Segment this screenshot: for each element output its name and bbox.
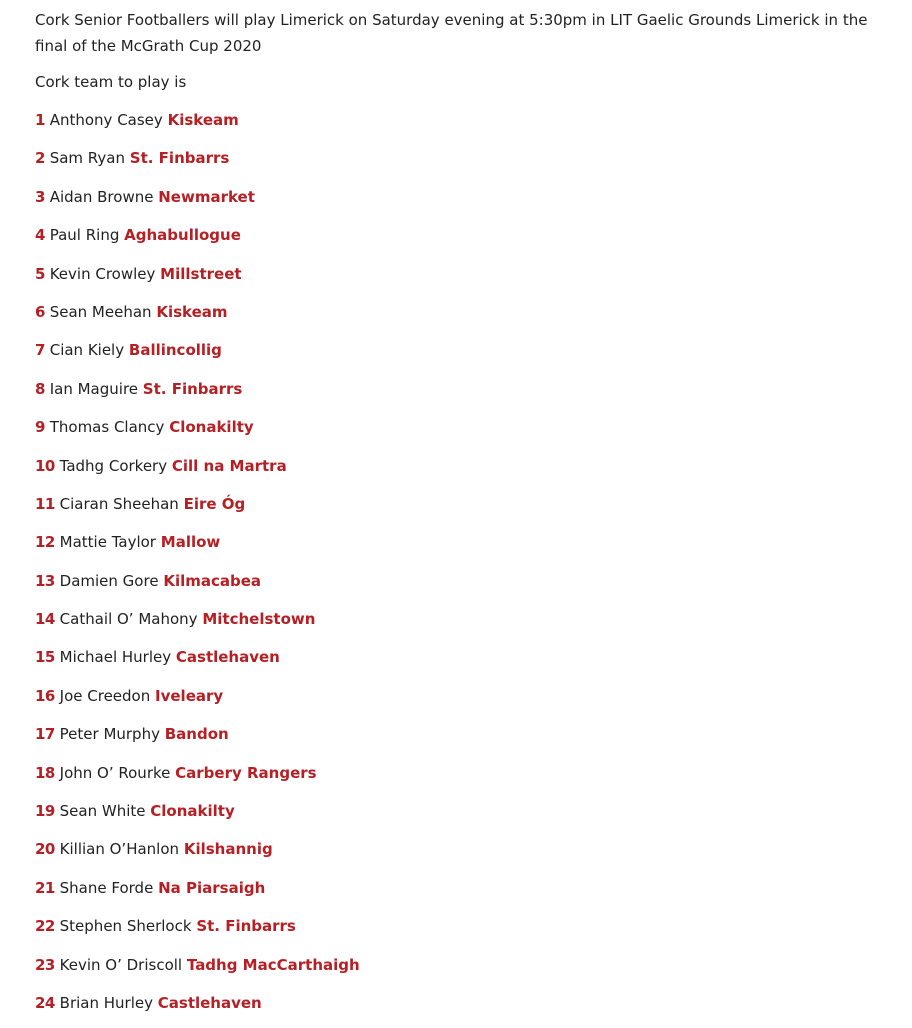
player-name: John O’ Rourke (59, 763, 171, 782)
player-row (35, 683, 888, 721)
player-number: 17 (35, 725, 55, 744)
player-row (35, 875, 888, 913)
player-club: Aghabullogue (124, 226, 241, 245)
player-number: 22 (35, 917, 55, 936)
player-row (35, 836, 888, 874)
player-name: Sam Ryan (49, 149, 125, 168)
player-name: Kevin O’ Driscoll (59, 955, 183, 974)
player-name: Mattie Taylor (59, 533, 156, 552)
player-number: 4 (35, 226, 45, 245)
player-number: 11 (35, 494, 55, 513)
player-number: 16 (35, 686, 55, 705)
player-name: Tadhg Corkery (59, 456, 168, 475)
player-number: 15 (35, 648, 55, 667)
player-name: Peter Murphy (59, 725, 160, 744)
player-row (35, 952, 888, 990)
player-row (35, 414, 888, 452)
player-number: 1 (35, 111, 45, 129)
player-number: 12 (35, 533, 55, 552)
player-club: Mitchelstown (202, 610, 316, 629)
player-number: 21 (35, 878, 55, 897)
player-number: 19 (35, 802, 55, 821)
player-row (35, 453, 888, 491)
player-club: Kiskeam (156, 302, 228, 321)
player-name: Damien Gore (59, 571, 159, 590)
player-club: Iveleary (155, 686, 224, 705)
player-number: 9 (35, 418, 45, 437)
player-name: Anthony Casey (49, 111, 163, 129)
player-row (35, 990, 888, 1028)
player-club: Clonakilty (169, 418, 254, 437)
intro-paragraph: Cork Senior Footballers will play Limerick on Saturday evening at 5:30pm in LIT Gaelic Grounds Limerick in the final of the McGrath Cup 2020 (35, 11, 868, 55)
player-name: Stephen Sherlock (59, 917, 192, 936)
player-number: 6 (35, 302, 45, 321)
player-name: Michael Hurley (59, 648, 172, 667)
player-club: St. Finbarrs (129, 149, 230, 168)
player-club: Newmarket (158, 187, 255, 206)
player-row (35, 299, 888, 337)
player-club: Clonakilty (150, 802, 235, 821)
player-number: 7 (35, 341, 45, 360)
player-club: Na Piarsaigh (158, 878, 266, 897)
player-number: 14 (35, 610, 55, 629)
player-number: 10 (35, 456, 55, 475)
player-number: 2 (35, 149, 45, 168)
player-club: Tadhg MacCarthaigh (186, 955, 360, 974)
player-club: St. Finbarrs (142, 379, 243, 398)
player-name: Killian O’Hanlon (59, 840, 180, 859)
player-club: Millstreet (160, 264, 242, 283)
player-club: Kilshannig (183, 840, 273, 859)
player-row (35, 261, 888, 299)
player-row (35, 760, 888, 798)
player-number: 5 (35, 264, 45, 283)
player-number: 18 (35, 763, 55, 782)
player-club: Bandon (164, 725, 229, 744)
player-name: Cian Kiely (49, 341, 125, 360)
player-name: Aidan Browne (49, 187, 154, 206)
player-name: Cathail O’ Mahony (59, 610, 198, 629)
player-number: 8 (35, 379, 45, 398)
player-club: Carbery Rangers (175, 763, 317, 782)
player-row (35, 376, 888, 414)
team-list (35, 107, 888, 1028)
player-row (35, 606, 888, 644)
player-number: 13 (35, 571, 55, 590)
player-club: Kilmacabea (163, 571, 262, 590)
player-club: St. Finbarrs (196, 917, 296, 936)
player-row (35, 644, 888, 682)
player-row (35, 337, 888, 375)
player-number: 24 (35, 993, 55, 1012)
player-name: Shane Forde (59, 878, 154, 897)
player-club: Kiskeam (167, 111, 239, 129)
player-name: Paul Ring (49, 226, 120, 245)
player-row (35, 913, 888, 951)
player-number: 3 (35, 187, 45, 206)
player-row (35, 529, 888, 567)
player-name: Brian Hurley (59, 993, 153, 1012)
player-row (35, 145, 888, 183)
player-club: Cill na Martra (171, 456, 287, 475)
player-row (35, 568, 888, 606)
player-row (35, 798, 888, 836)
player-club: Ballincollig (128, 341, 222, 360)
player-row (35, 721, 888, 759)
player-club: Castlehaven (157, 993, 262, 1012)
player-name: Kevin Crowley (49, 264, 156, 283)
player-row (35, 107, 888, 145)
player-name: Thomas Clancy (49, 418, 165, 437)
player-number: 23 (35, 955, 55, 974)
player-number: 20 (35, 840, 55, 859)
player-row (35, 491, 888, 529)
player-name: Ciaran Sheehan (59, 494, 179, 513)
player-name: Sean Meehan (49, 302, 152, 321)
player-name: Joe Creedon (59, 686, 151, 705)
player-club: Eire Óg (183, 494, 246, 513)
player-club: Mallow (160, 533, 221, 552)
player-name: Sean White (59, 802, 146, 821)
player-club: Castlehaven (175, 648, 280, 667)
player-name: Ian Maguire (49, 379, 139, 398)
player-row (35, 184, 888, 222)
team-lead-text: Cork team to play is (35, 73, 187, 91)
player-row (35, 222, 888, 260)
